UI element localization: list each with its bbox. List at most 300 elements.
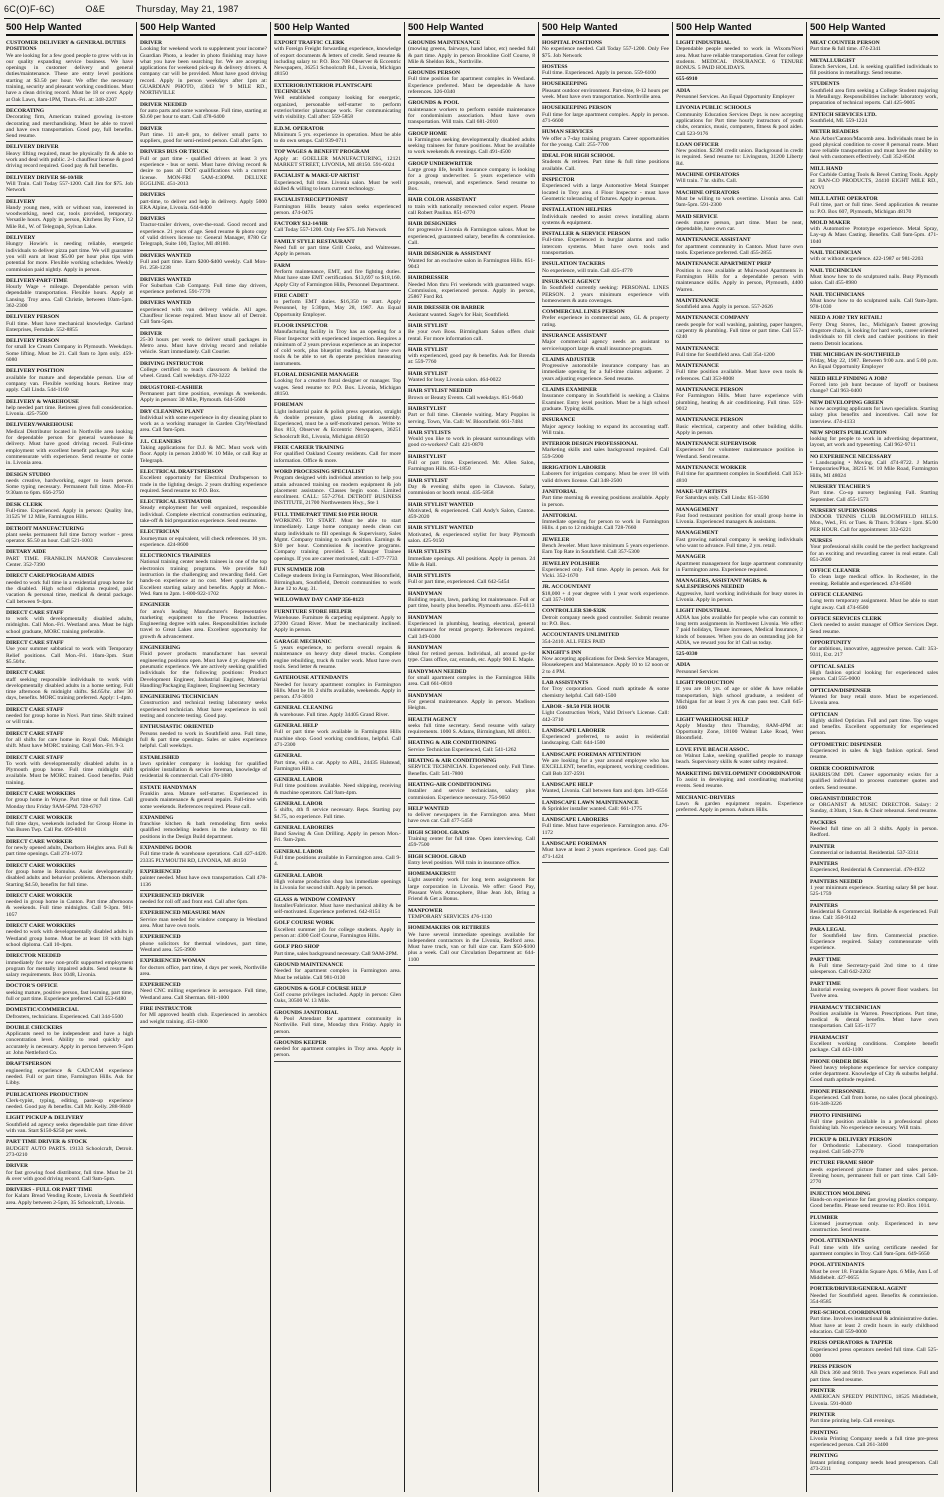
ad-heading: PRESS OPERATORS & TAPPER — [810, 1340, 893, 1347]
classified-ad — [810, 248, 938, 266]
classified-ad — [542, 798, 669, 816]
classified-ad — [810, 1338, 938, 1362]
classified-ad — [542, 415, 669, 439]
ad-heading: PRINTING — [810, 1453, 838, 1460]
ad-body: Full or part time. Experienced. Mr. Allen Salon, Farmington Hills. 851-1850 — [408, 460, 535, 473]
ad-heading: MECHANIC-DRIVERS — [676, 794, 735, 801]
classified-ad — [6, 837, 133, 861]
ad-body: Large group life, health insurance company is looking for a group underwriter. 5 years experience with proposals, renewal, and experience. Send resume to Box. — [408, 167, 535, 192]
classified-ad — [6, 366, 133, 396]
classified-ad — [140, 251, 267, 275]
ad-body: for apartment community in Canton. Must have own tools. Experience preferred. Call 455-2855 — [676, 243, 803, 257]
classified-ad — [274, 1008, 401, 1038]
classified-ad — [810, 38, 938, 56]
classified-ad — [810, 56, 938, 80]
classified-ad — [810, 452, 938, 482]
classified-ad — [6, 547, 133, 571]
ad-body: for Southfield law firm. Commercial practice. Experience required. Salary commensurate with experience. — [810, 932, 938, 952]
ad-heading: DOUBLE CHECKERS — [6, 1024, 63, 1031]
ad-heading: MANAGER — [676, 554, 706, 561]
ad-body: Full or part time, experienced. Call 642-5454 — [408, 579, 510, 586]
ad-heading: LOAN OFFICER — [676, 141, 719, 148]
ad-heading: DIRECT CARE STAFF — [6, 609, 64, 616]
ad-heading: GENERAL — [274, 753, 302, 760]
classified-ad — [274, 847, 401, 871]
ad-body: New position. $23M credit union. Background in credit is required. Send resume to: Livingston, 31200 Liberty Rd. — [676, 148, 803, 167]
ad-body: needed to work full time in a residential group home for the disabled. High school diploma required, paid vacation & personal time, medical & dental package. Call between 9-4pm. — [6, 579, 133, 605]
ad-heading: HAIRDRESSER — [408, 275, 449, 282]
ad-body: Full time position available. Must have own tools & references. Call 353-8008 — [676, 369, 803, 382]
ad-body: Part time, sales background necessary. Call 9AM-2PM. — [274, 950, 399, 957]
ad-heading: PORTER/DRIVER/GENERAL AGENT — [810, 1286, 907, 1293]
ad-body: engineering experience & CAD/CAM experience needed. Full or part time, Farmington Hills. Ask for Libby. — [6, 1067, 133, 1087]
classified-ad — [810, 740, 938, 764]
classified-ad — [6, 753, 133, 789]
ad-heading: IRRIGATION LABORER — [542, 465, 606, 472]
classified-ad — [810, 794, 938, 818]
classified-ad — [274, 147, 401, 171]
ad-body: Prefer experience in commercial auto, GL & property rating. — [542, 315, 669, 328]
ad-heading: PICTURE FRAME SHOP — [810, 1160, 874, 1167]
ad-heading: HAIR STYLIST NEEDED — [408, 388, 473, 395]
ad-body: seeks full time secretary. Send resume with salary requirements. 1000 S. Adams, Birmingham, MI 48011. — [408, 722, 535, 736]
ad-heading: DELIVERY-PART-TIME — [6, 277, 68, 284]
column-heading: 500 Help Wanted — [676, 22, 803, 36]
ad-heading: OPTICIAN — [810, 711, 838, 718]
ad-heading: HANDYMAN — [408, 644, 442, 651]
ad-heading: GENERAL LABORERS — [274, 824, 334, 831]
ad-heading: HAIR DESIGNERS — [408, 221, 457, 228]
ad-body: Apartment management for large apartment community in Farmington area. Experience required. — [676, 560, 803, 573]
classified-ad — [810, 955, 938, 979]
ad-body: Aggressive, hard working individuals for busy stores in Livonia. Apply in person. — [676, 590, 803, 604]
ad-body: Full time, part or full time. Send application & resume to: P.O. Box 607, Plymouth, Michigan 48170 — [810, 202, 938, 215]
ad-heading: DETROIT MANUFACTURING — [6, 525, 84, 532]
classified-ad — [408, 869, 535, 905]
ad-heading: DELIVERY — [6, 198, 36, 205]
classified-ad — [408, 428, 535, 452]
classified-ad — [810, 1386, 938, 1410]
ad-heading: DRIVERS - FULL OR PART TIME — [6, 1187, 93, 1194]
classified-ad — [274, 195, 401, 219]
ad-body: Farmington Hills beauty salon seeks experienced person. 474-0475 — [274, 203, 401, 216]
classified-ad — [408, 852, 535, 870]
ad-body: for Orthodontic Laboratory. Good transportation required. Call 540-2770 — [810, 1142, 938, 1156]
ad-heading: PHONE PERSONNEL — [810, 1088, 866, 1095]
ad-body: AB Dick 360 and 9810. Two years experience. Full and part time. Send resume. — [810, 1370, 938, 1383]
ad-heading: MAINTENANCE APARTMENT PREP — [676, 261, 772, 268]
ad-body: in Farmington seeking developmentally disabled adults seeking trainees for future positions. Must be available to work weekends & evenings. Call 491-4500 — [408, 136, 535, 156]
classified-ad — [274, 510, 401, 565]
classified-ad — [542, 385, 669, 415]
ad-heading: HIGH SCHOOL GRAD — [408, 853, 467, 860]
ad-heading: DRY CLEANING PLANT — [140, 408, 204, 415]
ad-body: Will train. 7 hr. shifts. Call. — [676, 178, 738, 185]
ad-heading: DRIVER — [140, 125, 163, 132]
ad-body: Apply Monday thru Thursday, 8AM-4PM at: Opportunity Zone, 18100 Walnut Lake Road, West Bloomfield. — [676, 722, 803, 742]
classified-ad — [6, 276, 133, 312]
ad-heading: FLORAL DESIGNER MANAGER — [274, 372, 359, 379]
ad-body: & Full time Secretary-paid 2nd time to 4 time salesperson. Call 642-2202 — [810, 963, 938, 976]
classified-ad — [274, 38, 401, 81]
ad-body: Highly skilled Optician. Full and part time. Top wages and benefits. Excellent opportunity for experienced person. — [810, 717, 938, 737]
ad-heading: DIRECT CARE WORKER — [6, 838, 73, 845]
ad-body: Needed for Southfield agent. Benefits & commission. 354-8585 — [810, 1292, 938, 1305]
ad-heading: DELIVERY & WAREHOUSE — [6, 398, 79, 405]
classified-ad — [6, 106, 133, 142]
classified-ad — [140, 329, 267, 359]
classified-ad — [408, 386, 535, 404]
ad-body: Janitorial evening sweepers & power floor washers. 1st Twelve area. — [810, 986, 938, 1000]
ad-body: needs people for wall washing, painting, paper hangers, carpentry & plumbing. Full time or part time. Call 557-6240 — [676, 321, 803, 341]
ad-body: for area's leading Manufacturer's Representative marketing equipment to the Process Industries. Engineering degree with sales. Responsibilities include travel to Great Lakes area. Excellent opportunity for growth & advancement. — [140, 608, 267, 640]
ad-body: Need full or part time Grill Cooks, and Waitresses. Apply in person. — [274, 245, 401, 258]
ad-body: Experienced with a large Automotive Metal Stamper located in Troy area. 4 Floor Inspector - must have Geometric tolerancing of fixtures. Apply in person. — [542, 183, 669, 202]
ad-body: Needed for luxury apartment complex in Farmington Hills. Must be 18. 2 shifts available, weekends. Apply in person. 474-3010 — [274, 681, 401, 701]
classified-ad — [408, 303, 535, 321]
ad-heading: NEED HELP FINDING A JOB? — [810, 375, 888, 382]
ad-body: Residential & Commercial. Reliable & experienced. Full time. Call: 350-9142 — [810, 908, 938, 922]
ad-body: Hands-on experience for fast growing plastics company. Good benefits. Please send resume to: P.O. Box 1014. — [810, 1196, 938, 1210]
classified-ad — [810, 313, 938, 349]
ad-heading: DIRECT CARE/PROGRAM AIDES — [6, 573, 95, 580]
ad-body: To work with developmentally disabled adults in a Plymouth group home. Full time midnight shift available. Must be MORC trained. Good benefits. Paid training. — [6, 760, 133, 786]
classified-ad — [810, 266, 938, 290]
ad-heading: PAINTERS NEEDED — [810, 878, 863, 885]
classified-ad — [810, 877, 938, 901]
ad-body: for group home in Romulus. Assist developmentally disabled adults and behavior problems. Afternoon shift. Starting $4.50, benefits for full time. — [6, 868, 133, 888]
ad-heading: COMMERCIAL LINES PERSON — [542, 309, 625, 316]
classified-ad — [6, 500, 133, 524]
classified-ad — [274, 673, 401, 703]
ad-heading: KNIGHT'S INN — [542, 649, 582, 656]
classified-ad — [408, 643, 535, 667]
ad-body: Laborers for irrigation company. Must be over 18 with valid drivers license. Call 348-2500 — [542, 471, 669, 484]
ad-heading: METALLURGIST — [810, 57, 856, 64]
ad-heading: DESK CLERK — [6, 501, 43, 508]
classified-ad — [408, 369, 535, 387]
ad-heading: DRIVERS — [140, 216, 166, 223]
ad-heading: FOREMAN — [274, 402, 303, 409]
classified-ad — [542, 648, 669, 678]
ad-heading: MARKETING DEVELOPMENT COORDINATOR — [676, 770, 801, 777]
classified-ad — [542, 726, 669, 750]
classified-ad — [408, 756, 535, 780]
classified-ad — [140, 692, 267, 722]
ad-body: No experience needed. Call Today 557-1200. Only Fee $75. Job Network — [542, 46, 669, 59]
ad-body: Experienced for volunteer maintenance position in Westland. Send resume. — [676, 447, 803, 460]
ad-heading: HANDYMAN NEEDED — [408, 668, 467, 675]
classified-ad — [274, 637, 401, 673]
ad-heading: GROUNDS KEEPER — [274, 1039, 327, 1046]
ad-heading: DELIVERY DRIVER $6-10/HR — [6, 174, 83, 181]
ad-body: Experienced in sales & high fashion optical. Send resume. — [810, 748, 938, 761]
ad-body: with experienced, good pay & benefits. Ask for Brenda at: 559-7760 — [408, 353, 535, 366]
classified-ad — [274, 565, 401, 595]
ad-heading: HAIRSTYLIST — [408, 405, 447, 412]
ad-body: Ferry Drug Stores, Inc., Michigan's fastest growing drugstore chain, is looking for hard work, career oriented individuals to fill clerk and cashier positions in their metro Detroit locations. — [810, 321, 938, 347]
ad-body: full time days, weekends included for Group Home in Van Buren Twp. Call Pat. 699-8018 — [6, 821, 133, 834]
ad-body: is now accepting applicants for lawn specialists. Starting salary plus benefits and incentives. Call now for interview. 474-4133 — [810, 405, 938, 425]
ad-heading: ELECTRICAL ESTIMATOR — [140, 499, 212, 506]
ad-heading: WILLOWBAY DAY CAMP 356-8123 — [274, 597, 364, 604]
ad-heading: HIGH SCHOOL GRADS — [408, 829, 470, 836]
ad-heading: JR. ACCOUNTANT — [542, 584, 591, 591]
ad-body: Use your summer sabbatical to work with Temporary Relief positions. Call Mon.-Fri. 10am-3pm. Start $5.50/hr. — [6, 646, 133, 665]
ad-body: or ORGANIST & MUSIC DIRECTOR. Salary: 2 Sunday, 4:30am, 1 Sun. & Choir rehearsal. Send resume. — [810, 802, 938, 815]
ad-heading: HAIR DRESSER OR BARBER — [408, 305, 485, 312]
ad-body: Hungry Howie's is needing reliable, energetic individuals to deliver pizza part time. We will guarantee you will earn at least $5.00 per hour plus tips with potential for more. Flexible working schedules. Weekly commission paid nightly. Apply in person. — [6, 241, 133, 273]
ad-body: needs experienced picture framer and sales person. Evening hours, permanent full or part time. Call 540-2770 — [810, 1166, 938, 1186]
ad-heading: CLAIMS EXAMINER — [542, 387, 597, 394]
ad-body: Your professional skills could be the perfect background for an exciting and rewarding career in real estate. Call 851-2600 — [810, 544, 938, 563]
ad-body: Must have at least 2 years experience. Good pay. Call 471-1424 — [542, 847, 669, 860]
classified-ad — [6, 705, 133, 729]
ad-body: Needed full time on all 3 shifts. Apply in person. Redford. — [810, 825, 938, 839]
classified-ad — [408, 923, 535, 966]
ad-body: Personnel Services. An Equal Opportunity Employer — [676, 94, 795, 101]
ad-heading: DIRECT CARE STAFF — [6, 730, 64, 737]
ad-body: Major agency looking to expand its accounting staff. Will train. — [542, 423, 669, 436]
classified-ad — [408, 98, 535, 128]
classified-ad — [676, 38, 803, 74]
ad-body: Hourly Wage + mileage. Dependable person with dependable transportation. Flexible hours. Apply at Lansing. Troy area. Call Christie, between 10am-5pm. 362-2300 — [6, 284, 133, 309]
ad-heading: EXPERIENCED WOMAN — [140, 958, 206, 965]
ad-heading: HAIR STYLISTS — [408, 549, 451, 556]
classified-ad — [810, 710, 938, 740]
classified-ad — [140, 783, 267, 813]
classified-ad — [676, 439, 803, 463]
classified-ad — [542, 702, 669, 726]
ad-body: Defrosters, technicians. Experienced. Call 344-5500 — [6, 1013, 123, 1020]
ad-heading: INSURANCE AGENCY — [542, 278, 601, 285]
classified-ad — [140, 956, 267, 980]
ad-body: $18,000 + 4 year degree with 1 year work experience. Call 357-1000 — [542, 590, 669, 604]
ad-heading: HAIR COLOR ASSISTANT — [408, 197, 477, 204]
ad-heading: NEW SPORTS PUBLICATION — [810, 429, 887, 436]
ad-body: for small apartment complex in the Farmington Hills area. Call 661-0810 — [408, 675, 535, 688]
ad-body: Taking applications for D.J. & MC. Must work with floor. Apply in person 24040 W. 10 Mile, or call Ray at Telegraph. — [140, 445, 267, 464]
classified-ad — [810, 925, 938, 955]
ad-heading: DRIVERS WANTED — [140, 252, 192, 259]
classified-ad — [810, 1003, 938, 1033]
ad-heading: MAINTENANCE WORKER — [676, 465, 747, 472]
ad-heading: LANDSCAPE FOREMAN ATTENTION — [542, 751, 641, 758]
classified-ad — [6, 1161, 133, 1185]
ad-body: Basic electrical, carpentry and other building skills. Apply in person. — [676, 423, 803, 436]
classified-ad — [810, 398, 938, 428]
ad-heading: LANDSCAPE LABORER — [542, 727, 606, 734]
ad-heading: CLAIMS ADJUSTER — [542, 356, 595, 363]
ad-body: Must be over 18. Franklin Square Apts. 6 Mile, Ann L of Middlebelt. 427-0655 — [810, 1268, 938, 1281]
ad-heading: ESTABLISHED — [140, 754, 180, 761]
ad-body: Medical Distributor located in Northville area looking for dependable person for general warehouse & delivery. Must have good driving record. Full-time employment with excellent benefit package. Pay scale commensurate with experience. Send resume or come in. Livonia area. — [6, 428, 133, 467]
classified-ad — [676, 769, 803, 793]
classified-ad — [676, 313, 803, 343]
ad-body: In Southfield currently seeking: PERSONAL LINES PERSON. 2 years minimum experience with homeowners & auto coverages. — [542, 285, 669, 304]
ad-heading: PHARMACIST — [810, 1034, 849, 1041]
classified-ad — [274, 171, 401, 195]
classified-ad — [140, 467, 267, 497]
column-heading: 500 Help Wanted — [542, 22, 669, 36]
classified-ad — [6, 981, 133, 1005]
ad-body: with Automotive Prototype experience. Metal Spray, Lay-up & Mass Casting. Benefits. Call 9am-5pm. 471-1040 — [810, 226, 938, 245]
ad-body: Part time, with a car. Apply to ABL, 24435 Halstead, Farmington Hills. — [274, 759, 401, 772]
classified-ad — [676, 259, 803, 295]
column-5 — [539, 22, 673, 1492]
classified-ad — [810, 1236, 938, 1260]
ad-body: Needed for apartment complex in Farmington area. Must be reliable. Call 981-0130 — [274, 968, 401, 981]
ad-body: For Saturdays only. Call Linda: 851-3590 — [676, 495, 770, 502]
classified-ad — [810, 764, 938, 794]
classified-ad — [542, 678, 669, 702]
classified-ad — [274, 370, 401, 400]
ad-body: Part time. Co-op nursery beginning Fall. Starting September. Call 455-1573 — [810, 490, 938, 503]
classified-ad — [542, 62, 669, 80]
ad-heading: HAIR STYLIST WANTED — [408, 525, 474, 532]
ad-heading: INSTALLATION HELPERS — [542, 207, 612, 214]
ad-body: Franklin area. Mature self-starter. Experienced in grounds maintenance & general repairs. Full-time with some weekends. References required. Please call. — [140, 790, 267, 810]
ad-heading: GROUP UNDERWRITER — [408, 160, 473, 167]
classified-ad — [408, 476, 535, 500]
classified-ad — [810, 1033, 938, 1057]
classified-ad — [140, 891, 267, 909]
ad-body: For Suburban Cab Company. Full time day drivers, experience preferred. 591-7770 — [140, 282, 267, 296]
classified-ad — [542, 535, 669, 559]
classified-ad — [810, 374, 938, 398]
ad-heading: MANAGERS, ASSISTANT MGRS. & SALESPERSONS NEEDED — [676, 578, 768, 591]
classified-ad — [542, 38, 669, 62]
ad-heading: EXPERIENCED DRIVER — [140, 892, 205, 899]
ad-heading: EXPANDING DOOR — [140, 845, 192, 852]
ad-heading: NURSERY SUPERVISORS — [810, 507, 878, 514]
ad-body: needed for group home in Novi. Part time. Shift trained or will train. — [6, 713, 133, 726]
ad-body: For Carbide Cutting Tools & Bevel Cutting Tools. Apply at: BAN-CO PRODUCTS, 24410 EIGHT MILE RD., NOVI — [810, 172, 938, 191]
ad-body: For Farmington Hills. Must have experience with plumbing, heating & air conditioning. Full time. 559-9012 — [676, 393, 803, 412]
ad-heading: FIRE INSTRUCTOR — [140, 1006, 192, 1012]
ad-body: Light industrial paint & polish press operation, straight & double pressure, glass plating & assembly. Experienced, must be a self-motivated person. Write to Box 813, Observer & Eccentric Newspapers, 36251 Schoolcraft Rd., Livonia, Michigan 48150 — [274, 408, 401, 440]
ad-heading: NURSERY TEACHER'S — [810, 483, 871, 490]
ad-heading: OPTICIAN/DISPENSER — [810, 687, 871, 694]
ad-body: needs creative, hardworking, eager to learn person. Some typing necessary. Permanent full time. Mon-Fri 9:30am to 6pm. 656-2750 — [6, 477, 133, 497]
ad-heading: IDEAL FOR HIGH SCHOOL — [542, 153, 615, 160]
ad-heading: HOMEMAKERS OR RETIREES — [408, 925, 490, 932]
ad-body: To clean large medical office. In Rochester, in the evening. Reliable and experienced. 474-8500 — [810, 574, 938, 587]
ad-heading: EXPERIENCED — [140, 982, 181, 989]
ad-body: maintenance workers to perform outside maintenance for condominium association. Must have own transportation. Will train. Call 681-2010 — [408, 106, 535, 126]
classified-ad — [542, 780, 669, 798]
classified-ad — [542, 582, 669, 606]
ad-heading: MAINTENANCE — [676, 363, 719, 370]
ad-body: TEMPORARY SERVICES 476-1130 — [408, 913, 492, 920]
ad-heading: PICKUP & DELIVERY PERSON — [810, 1136, 892, 1143]
ad-body: Would you like to work in pleasant surroundings with good co-workers? Call: 421-0870 — [408, 436, 535, 449]
classified-ad — [810, 566, 938, 590]
ad-heading: GARAGE MECHANIC — [274, 638, 332, 645]
ad-heading: HAIR STYLISTS — [408, 573, 451, 580]
classified-ad — [676, 745, 803, 769]
classified-ad — [676, 103, 803, 139]
ad-heading: HEATING & AIR CONDITIONING — [408, 740, 497, 747]
ad-heading: INSTALLER & SERVICE PERSON — [542, 231, 631, 238]
classified-ad — [676, 344, 803, 362]
ad-body: available for mature and dependable person. Use of company van. Flexible working hours. Retiree may apply. Call Linda. 544-1160 — [6, 374, 133, 394]
ad-heading: GENERAL LABOR — [274, 848, 323, 855]
classified-ad — [408, 500, 535, 524]
ad-heading: OPTOMETRIC DISPENSER — [810, 741, 882, 748]
classified-ad — [6, 638, 133, 668]
ad-body: Minimum 5 yrs. experience in operation. Must be able to do own setups. Call 939-0711 — [274, 131, 401, 145]
classified-ad — [6, 1185, 133, 1209]
classified-ad — [6, 470, 133, 500]
ad-heading: MANPOWER — [408, 907, 443, 914]
ad-body: BUDGET AUTO PARTS. 19133 Schoolcraft, Detroit. 273-0210 — [6, 1145, 133, 1158]
ad-heading: JEWELER — [542, 536, 570, 543]
ad-heading: MAINTENANCE ASSISTANT — [676, 237, 751, 244]
classified-ad — [810, 686, 938, 710]
ad-body: Full time positions available in Farmington area. Call 9-4. — [274, 855, 401, 868]
ad-body: Part time. 11 am-8 pm, to deliver small parts to suppliers, good for semi-retired person. Call after 5pm. — [140, 131, 267, 145]
ad-body: Part time printing help. Call evenings. — [810, 1418, 896, 1425]
ad-body: Service Technician Experienced, Call: 541-1262 — [408, 746, 517, 753]
classified-ad — [274, 871, 401, 895]
ad-heading: GENERAL LABOR — [274, 777, 323, 784]
ad-body: Full time trade & warehouse operations. Call 427-4420. 23335 PLYMOUTH RD, LIVONIA, MI 48150 — [140, 851, 267, 864]
ad-heading: DELIVERY DRIVER — [6, 144, 59, 151]
classified-ad — [676, 86, 803, 104]
ad-body: Installer/Fabricator. Must have mechanical ability & be self-motivated. Experience preferred. 642-8151 — [274, 902, 401, 916]
classified-ad — [408, 273, 535, 303]
ad-body: immediately for new non-profit supported employment program for mentally impaired adults. Send resume & salary requirements. Box 1048, Livonia. — [6, 959, 133, 979]
ad-body: for newly opened adults, Dearborn Heights area. Full & part time openings. Call 274-1072 — [6, 845, 133, 858]
ad-heading: JEWELRY POLISHER — [542, 560, 600, 567]
classified-ad — [140, 124, 267, 148]
ad-body: Full time position for apartment complex in Westland. Experience preferred. Must be dependable & have references. 326-0340 — [408, 76, 535, 96]
ad-heading: LIVONIA PUBLIC SCHOOLS — [676, 105, 752, 112]
classified-ad — [810, 218, 938, 248]
ad-body: College students living in Farmington, West Bloomfield, Birmingham, Southfield, Detroit communities to work June 12 to Aug. 31. — [274, 573, 401, 592]
ad-heading: DRIVER — [6, 1163, 29, 1170]
ad-heading: DELIVERY/WAREHOUSE — [6, 422, 74, 429]
ad-heading: PRESS PERSON — [810, 1364, 852, 1371]
ad-body: Full time position available in a professional photo finishing lab. No experience necessary. Will train. — [810, 1118, 938, 1132]
ad-body: Bench Jeweler. Must have minimum 5 years experience. Earn Top Rate in Southfield. Call 357-5300 — [542, 543, 669, 556]
classified-ad — [6, 1005, 133, 1023]
classified-ad — [408, 691, 535, 715]
classified-ad — [810, 901, 938, 925]
ad-heading: EXPANDING — [140, 814, 174, 821]
ad-heading: HAIR STYLIST — [408, 370, 448, 377]
ad-body: 354-2410. ALL FEES PAID — [542, 638, 605, 645]
classified-ad — [408, 38, 535, 68]
classified-ad — [408, 780, 535, 804]
classified-ad — [810, 1260, 938, 1284]
ad-heading: TOP WAGES & BENEFIT PROGRAM — [274, 149, 370, 156]
ad-body: Must be willing to work overtime. Livonia area. Call 9am-5pm. 591-2300 — [676, 195, 803, 209]
classified-ad — [274, 595, 401, 606]
classified-ad — [676, 140, 803, 170]
classified-ad — [676, 649, 803, 660]
ad-body: Wanted for an exclusive salon in Farmington Hills. 851-9043 — [408, 257, 535, 270]
ad-heading: DRIVERS WANTED — [140, 276, 192, 283]
ad-heading: DIRECT CARE STAFF — [6, 754, 64, 761]
classified-ad — [140, 867, 267, 891]
classified-ad — [6, 524, 133, 548]
classified-ad — [810, 1158, 938, 1188]
classified-ad — [408, 345, 535, 369]
classified-ad — [140, 298, 267, 328]
classified-ad — [140, 275, 267, 299]
